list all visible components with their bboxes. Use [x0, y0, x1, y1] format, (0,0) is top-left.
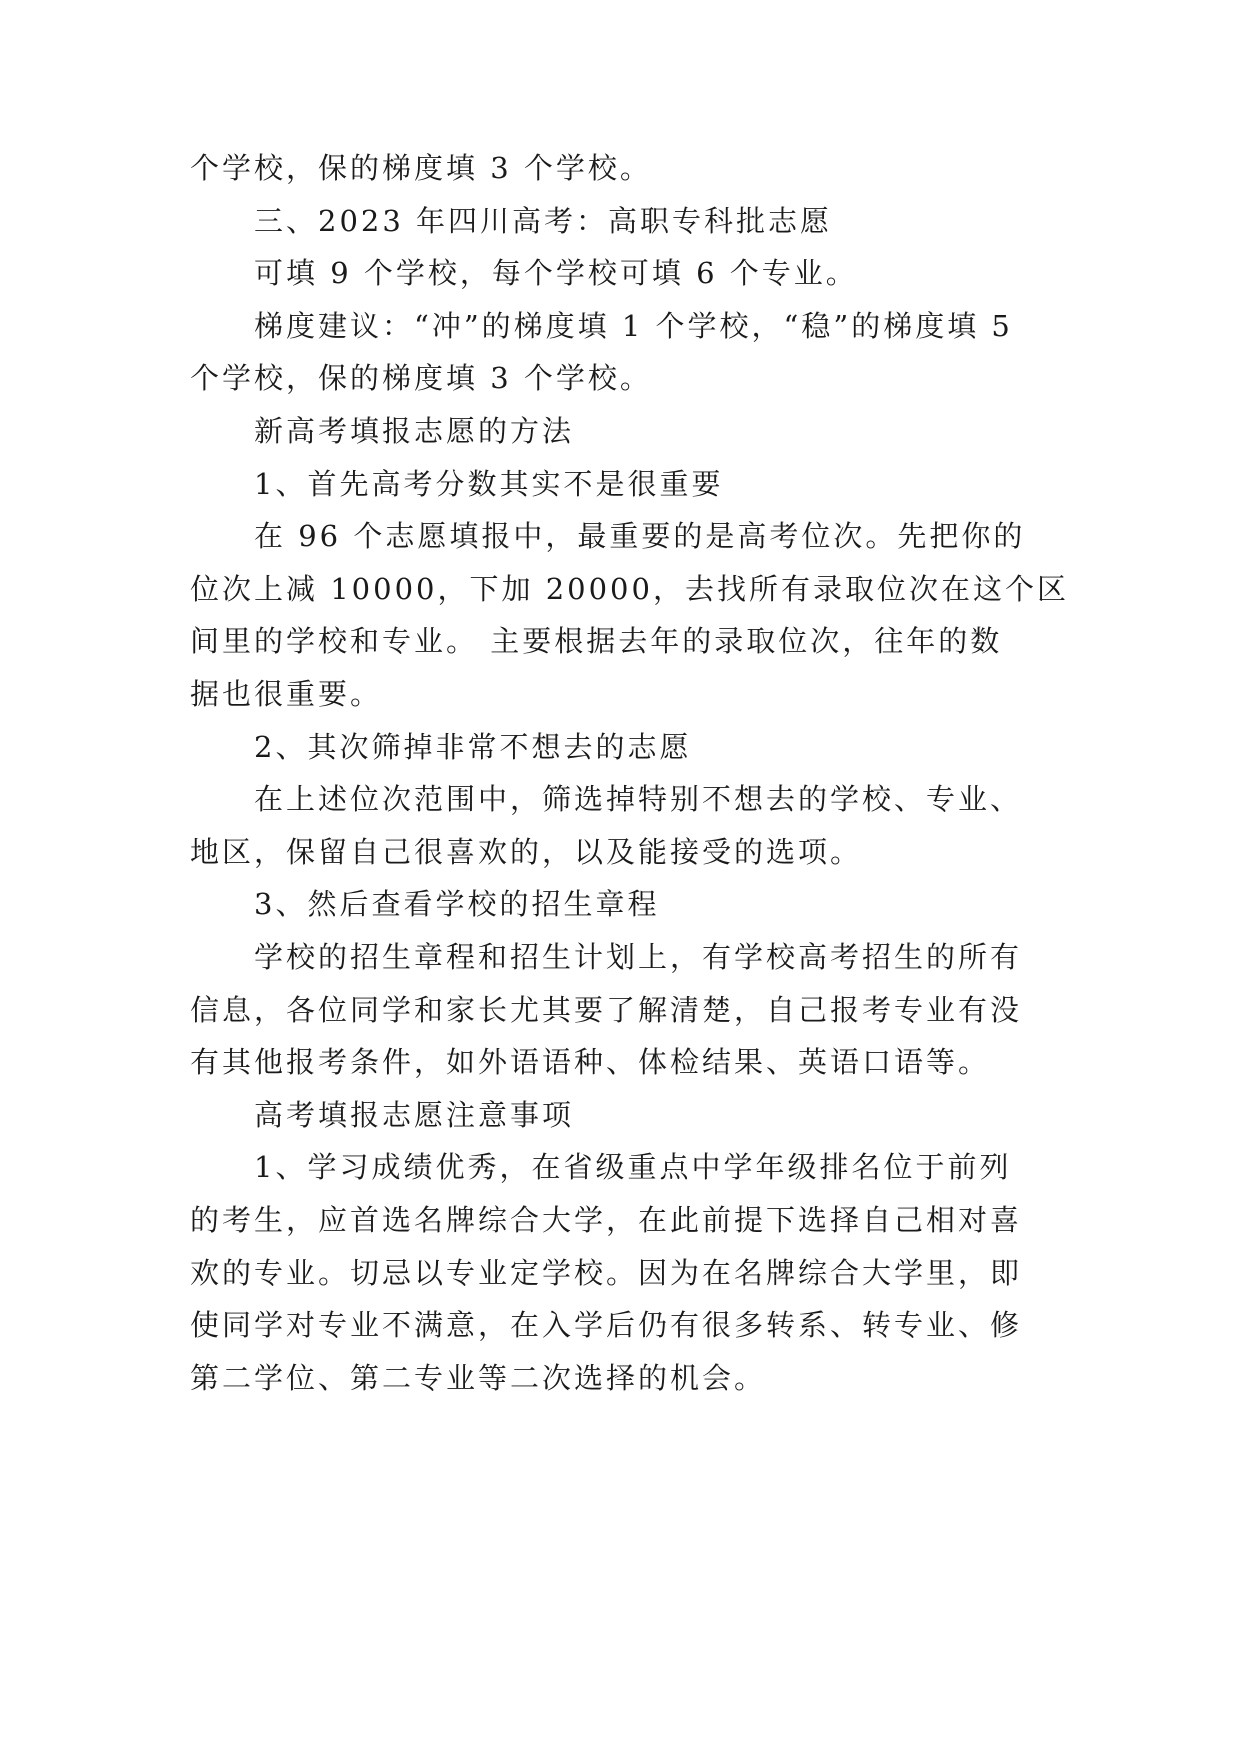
text-line: 梯度建议：“冲”的梯度填 1 个学校，“稳”的梯度填 5	[254, 308, 1013, 343]
text-line: 位次上减 10000，下加 20000，去找所有录取位次在这个区	[190, 571, 1069, 606]
text-line: 2、其次筛掉非常不想去的志愿	[254, 729, 692, 764]
text-line: 1、首先高考分数其实不是很重要	[254, 466, 724, 501]
text-line: 的考生，应首选名牌综合大学，在此前提下选择自己相对喜	[190, 1203, 1023, 1237]
text-line: 信息，各位同学和家长尤其要了解清楚，自己报考专业有没	[190, 992, 1023, 1027]
text-line: 欢的专业。切忌以专业定学校。因为在名牌综合大学里，即	[190, 1255, 1023, 1290]
text-line: 第二学位、第二专业等二次选择的机会。	[190, 1360, 767, 1395]
text-line: 个学校，保的梯度填 3 个学校。	[190, 151, 652, 185]
text-line: 新高考填报志愿的方法	[254, 414, 575, 448]
text-line: 三、2023 年四川高考：高职专科批志愿	[254, 203, 833, 238]
text-line: 1、学习成绩优秀，在省级重点中学年级排名位于前列	[254, 1150, 1012, 1185]
text-line: 可填 9 个学校，每个学校可填 6 个专业。	[254, 256, 858, 291]
text-line: 3、然后查看学校的招生章程	[254, 887, 660, 922]
text-line: 高考填报志愿注意事项	[254, 1097, 575, 1132]
text-line: 个学校，保的梯度填 3 个学校。	[190, 361, 652, 396]
text-line: 有其他报考条件，如外语语种、体检结果、英语口语等。	[190, 1045, 991, 1080]
text-line: 在 96 个志愿填报中，最重要的是高考位次。先把你的	[254, 519, 1026, 554]
text-line: 在上述位次范围中，筛选掉特别不想去的学校、专业、	[254, 782, 1023, 817]
text-line: 使同学对专业不满意，在入学后仍有很多转系、转专业、修	[190, 1308, 1023, 1343]
text-line: 据也很重要。	[190, 677, 383, 711]
text-line: 学校的招生章程和招生计划上，有学校高考招生的所有	[254, 940, 1023, 974]
text-line: 间里的学校和专业。 主要根据去年的录取位次，往年的数	[190, 624, 1003, 659]
text-line: 地区，保留自己很喜欢的，以及能接受的选项。	[190, 834, 863, 869]
